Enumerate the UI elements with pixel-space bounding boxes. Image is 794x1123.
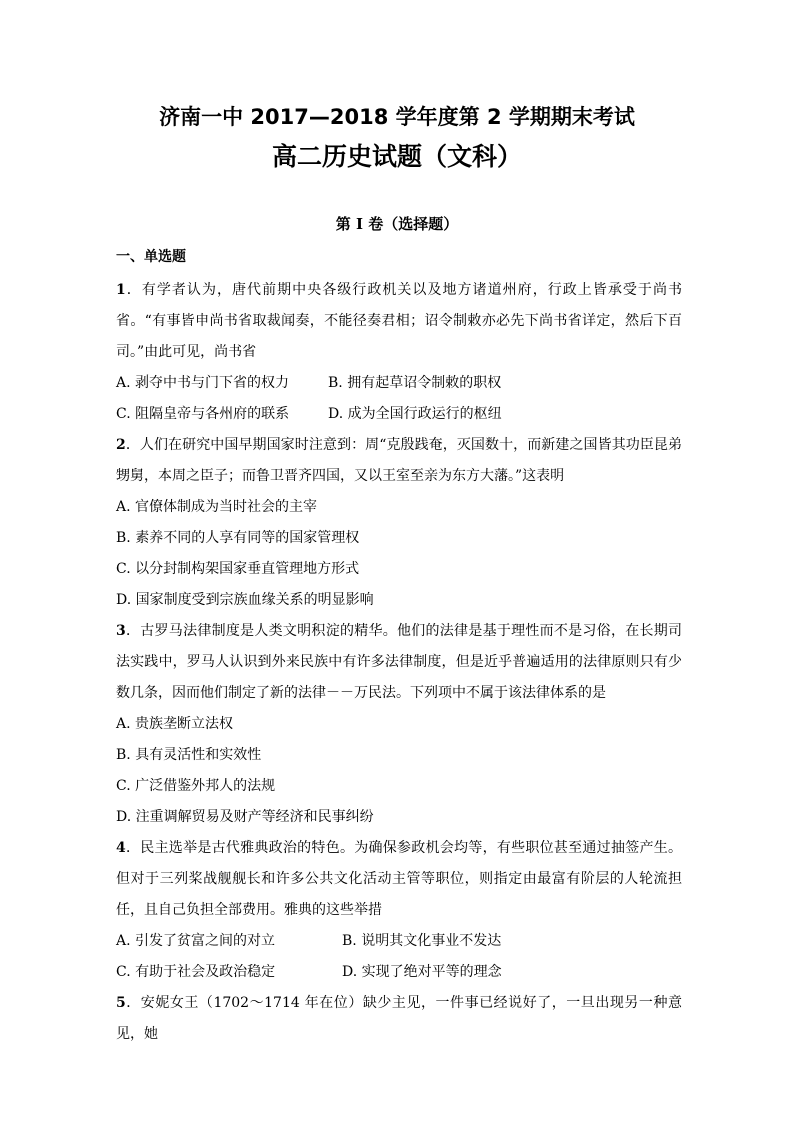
option-a: A. 剥夺中书与门下省的权力 [116, 375, 290, 391]
question-text: ．安妮女王（1702～1714 年在位）缺少主见，一件事已经说好了，一旦出现另一种意见，她 [116, 995, 682, 1042]
question-stem [116, 616, 682, 709]
question-stem [116, 833, 682, 926]
question-text: ．人们在研究中国早期国家时注意到：周“克殷践奄，灭国数十，而新建之国皆其功臣昆弟甥舅，本周之臣子；而鲁卫晋齐四国，又以王室至亲为东方大藩。”这表明 [116, 437, 682, 484]
question-2 [116, 430, 682, 616]
option-d: D. 注重调解贸易及财产等经济和民事纠纷 [116, 809, 374, 825]
option-c: C. 阻隔皇帝与各州府的联系 [116, 406, 290, 422]
option-b: B. 拥有起草诏令制敕的职权 [328, 375, 502, 391]
options-row [116, 368, 682, 399]
question-text: ．古罗马法律制度是人类文明积淀的精华。他们的法律是基于理性而不是习俗，在长期司法实践中，罗马人认识到外来民族中有许多法律制度，但是近乎普遍适用的法律原则只有少数几条，因而他们制定了新的法律－－万民法。下列项中不属于该法律体系的是 [116, 623, 682, 701]
option-a: A. 引发了贫富之间的对立 [116, 933, 276, 949]
option-d: D. 成为全国行政运行的枢纽 [328, 406, 502, 422]
option-d: D. 实现了绝对平等的理念 [342, 964, 502, 980]
options-row [116, 399, 682, 430]
exam-subtitle: 高二历史试题（文科） [271, 142, 522, 171]
option-c: C. 有助于社会及政治稳定 [116, 964, 276, 980]
question-4 [116, 833, 682, 988]
question-stem [116, 275, 682, 368]
section-title: 第 I 卷（选择题） [335, 215, 459, 233]
question-number: 3 [116, 623, 126, 639]
question-text: ．民主选举是古代雅典政治的特色。为确保参政机会均等，有些职位甚至通过抽签产生。但对于三列桨战舰舰长和许多公共文化活动主管等职位，则指定由最富有阶层的人轮流担任，且自己负担全部费用。雅典的这些举措 [116, 840, 682, 918]
question-number: 5 [116, 995, 126, 1011]
option-b: B. 说明其文化事业不发达 [342, 933, 502, 949]
option-b: B. 具有灵活性和实效性 [116, 747, 262, 763]
options-row [116, 957, 682, 988]
question-stem [116, 430, 682, 492]
question-text: ．有学者认为，唐代前期中央各级行政机关以及地方诸道州府，行政上皆承受于尚书省。“有事皆申尚书省取裁闻奏，不能径奏君相；诏令制敕亦必先下尚书省详定，然后下百司。”由此可见，尚书省 [116, 282, 682, 360]
option-a: A. 官僚体制成为当时社会的主宰 [116, 499, 318, 515]
question-1 [116, 275, 682, 430]
option-c: C. 以分封制构架国家垂直管理地方形式 [116, 561, 360, 577]
option-d: D. 国家制度受到宗族血缘关系的明显影响 [116, 592, 374, 608]
question-3 [116, 616, 682, 833]
option-c: C. 广泛借鉴外邦人的法规 [116, 778, 276, 794]
question-stem [116, 988, 682, 1050]
question-5 [116, 988, 682, 1050]
question-list [116, 275, 682, 1050]
options-row [116, 926, 682, 957]
option-a: A. 贵族垄断立法权 [116, 716, 234, 732]
question-number: 1 [116, 282, 126, 298]
part-heading: 一、单选题 [116, 249, 186, 265]
exam-title: 济南一中 2017—2018 学年度第 2 学期期末考试 [159, 105, 635, 129]
option-b: B. 素养不同的人享有同等的国家管理权 [116, 530, 360, 546]
question-number: 4 [116, 840, 126, 856]
question-number: 2 [116, 437, 126, 453]
